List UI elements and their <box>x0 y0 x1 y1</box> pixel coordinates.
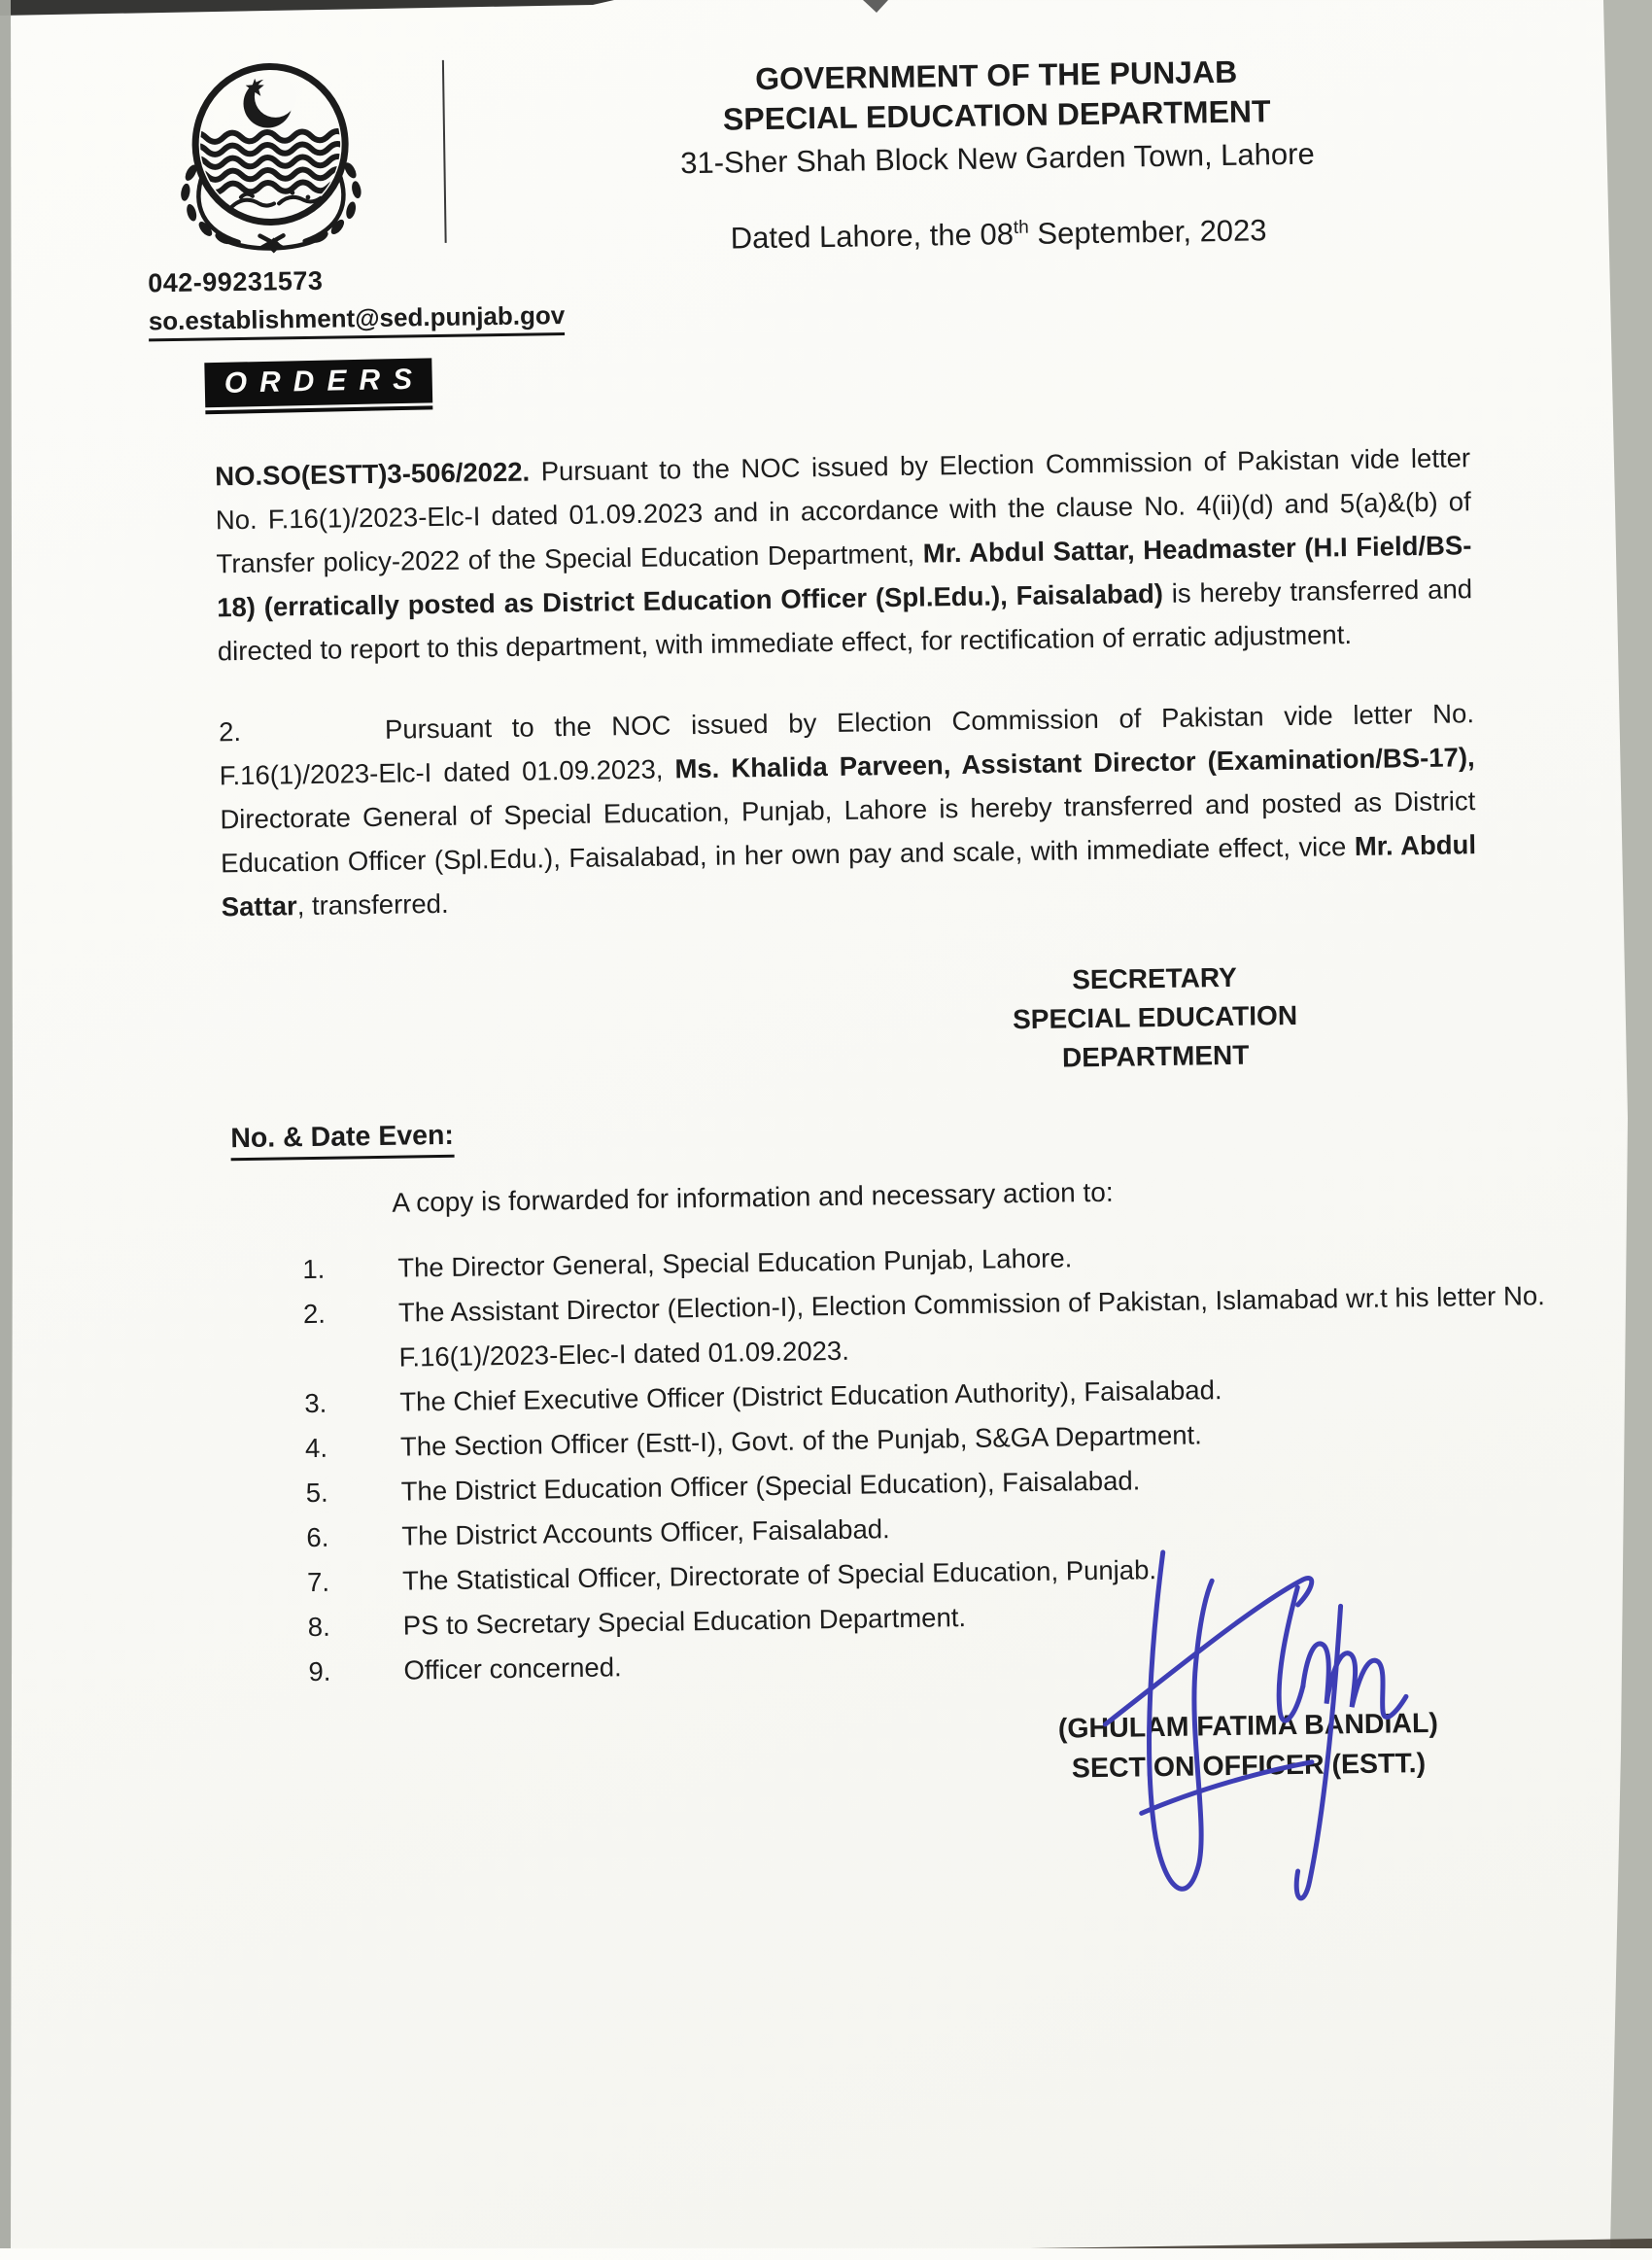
cc-text: Officer concerned. <box>403 1652 622 1686</box>
signatory-title: SECTION OFFICER (ESTT.) <box>1071 1748 1427 1785</box>
cc-text: The District Accounts Officer, Faisalabad. <box>401 1513 890 1551</box>
signatory-name: (GHULAM FATIMA BANDIAL) <box>1057 1707 1439 1745</box>
cc-number: 5. <box>305 1477 328 1509</box>
signatory-line-2: SPECIAL EDUCATION <box>1012 999 1298 1035</box>
cc-number: 3. <box>304 1387 327 1419</box>
handwritten-signature-icon <box>1048 1487 1472 1950</box>
orders-heading: ORDERS <box>204 358 432 407</box>
cc-number: 2. <box>302 1298 327 1330</box>
no-and-date-heading <box>230 1101 1652 1161</box>
letterhead <box>145 41 1511 342</box>
punjab-government-crest-icon <box>145 57 391 256</box>
cc-number: 8. <box>307 1611 330 1643</box>
orders-heading-wrap <box>204 340 1652 413</box>
cc-number: 7. <box>306 1566 330 1598</box>
crest-row <box>145 55 488 255</box>
cc-text: The Assistant Director (Election-I), Election Commission of Pakistan, Islamabad wr.t his letter No. F.16(1)/2023-Elec-I dated 01.09.2023. <box>397 1280 1545 1373</box>
copy-forwarded-line: A copy is forwarded for information and necessary action to: <box>392 1176 1114 1218</box>
orders-underline <box>204 358 432 414</box>
email-address: so.establishment@sed.punjab.gov <box>149 300 566 341</box>
letterhead-left-column <box>145 55 566 341</box>
cc-number: 6. <box>306 1521 329 1553</box>
cc-text: The Director General, Special Education Punjab, Lahore. <box>397 1242 1073 1283</box>
order-paragraph-1: NO.SO(ESTT)3-506/2022. Pursuant to the NOC issued by Election Commission of Pakistan vide letter No. F.16(1)/2023-Elc-I dated 01.09.2023 and in accordance with the clause No. 4(ii)(d) and 5(a)&(b) of Transfer policy-2022 of the Special Education Department, Mr. Abdul Sattar, Headmaster (H.I Field/BS-18) (erratically posted as District Education Officer (Spl.Edu.), Faisalabad) is hereby transferred and directed to report to this department, with immediate effect, for rectification of erratic adjustment. <box>214 442 1473 667</box>
header-divider-line <box>442 60 447 243</box>
cc-number: 9. <box>308 1655 331 1687</box>
phone-number: 042-99231573 <box>148 265 324 298</box>
signatory-line-1: SECRETARY <box>1071 961 1237 995</box>
no-and-date-heading-text: No. & Date Even: <box>230 1120 454 1161</box>
order-paragraph-2: 2. Pursuant to the NOC issued by Election Commission of Pakistan vide letter No. F.16(1)/2023-Elc-I dated 01.09.2023, Ms. Khalida Parveen, Assistant Director (Examination/BS-17), Directorate General of Special Education, Punjab, Lahore is hereby transferred and posted as District Education Officer (Spl.Edu.), Faisalabad, in her own pay and scale, with immediate effect, vice Mr. Abdul Sattar, transferred. <box>218 698 1477 922</box>
department-title: SPECIAL EDUCATION DEPARTMENT <box>722 93 1271 137</box>
department-address: 31-Sher Shah Block New Garden Town, Lahore <box>679 136 1315 181</box>
cc-text: PS to Secretary Special Education Department. <box>402 1602 967 1641</box>
letterhead-title-block <box>485 41 1511 337</box>
cc-text: The Chief Executive Officer (District Education Authority), Faisalabad. <box>399 1374 1222 1417</box>
cc-number: 1. <box>302 1253 326 1285</box>
signatory-line-3: DEPARTMENT <box>1061 1039 1250 1073</box>
signatory-designation-block <box>946 956 1365 1079</box>
cc-text: The Statistical Officer, Directorate of Special Education, Punjab. <box>401 1554 1157 1596</box>
cc-text: The Section Officer (Estt-I), Govt. of the Punjab, S&GA Department. <box>399 1419 1203 1462</box>
cc-number: 4. <box>304 1432 328 1464</box>
government-title: GOVERNMENT OF THE PUNJAB <box>754 53 1238 97</box>
letter-date: Dated Lahore, the 08th September, 2023 <box>730 213 1267 256</box>
cc-text: The District Education Officer (Special Education), Faisalabad. <box>400 1465 1141 1507</box>
